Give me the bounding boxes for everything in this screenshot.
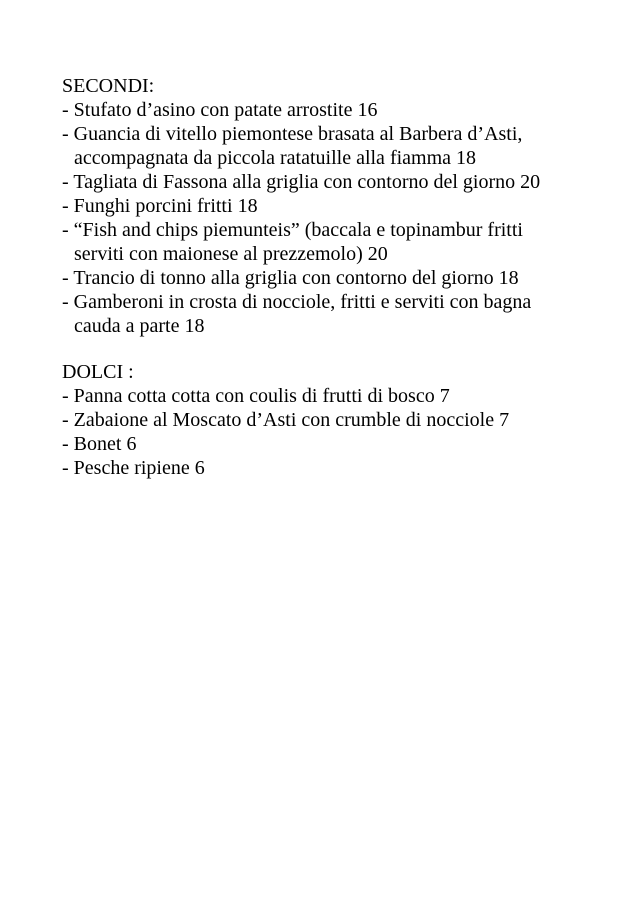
item-name: Stufato d’asino con patate arrostite: [73, 99, 353, 121]
item-price: 7: [439, 385, 450, 407]
item-name: Tagliata di Fassona alla griglia con contorno del giorno: [73, 171, 516, 193]
menu-item: [62, 432, 562, 456]
item-price: 20: [367, 243, 388, 265]
item-price: 16: [357, 99, 378, 121]
item-bullet: -: [62, 267, 74, 289]
item-name: Bonet: [73, 433, 122, 455]
menu-item: [62, 170, 562, 194]
menu-item: [62, 98, 562, 122]
item-price: 18: [456, 147, 477, 169]
item-bullet: -: [62, 195, 74, 217]
item-bullet: -: [62, 219, 74, 241]
item-bullet: -: [62, 409, 74, 431]
menu-section-secondi: [62, 74, 562, 338]
item-name: Pesche ripiene: [73, 457, 190, 479]
item-price: 7: [499, 409, 510, 431]
item-price: 18: [498, 267, 519, 289]
item-price: 20: [520, 171, 541, 193]
item-price: 18: [184, 315, 205, 337]
menu-item: [62, 194, 562, 218]
item-bullet: -: [62, 457, 74, 479]
item-name: Guancia di vitello piemontese brasata al Barbera d’Asti, accompagnata da piccola ratatuille alla fiamma: [73, 123, 523, 169]
item-bullet: -: [62, 433, 74, 455]
item-name: Panna cotta cotta con coulis di frutti di bosco: [73, 385, 435, 407]
menu-item: [62, 122, 562, 170]
section-title: DOLCI :: [62, 361, 134, 383]
menu-item: [62, 218, 562, 266]
item-price: 18: [237, 195, 258, 217]
item-name: Zabaione al Moscato d’Asti con crumble di nocciole: [73, 409, 495, 431]
item-name: Trancio di tonno alla griglia con contorno del giorno: [73, 267, 494, 289]
item-bullet: -: [62, 171, 74, 193]
item-name: Gamberoni in crosta di nocciole, fritti e serviti con bagna cauda a parte: [73, 291, 532, 337]
menu-page: [0, 0, 562, 480]
item-price: 6: [194, 457, 205, 479]
item-bullet: -: [62, 291, 74, 313]
item-name: Funghi porcini fritti: [73, 195, 233, 217]
item-bullet: -: [62, 385, 74, 407]
menu-item: [62, 456, 562, 480]
menu-item: [62, 408, 562, 432]
menu-item: [62, 384, 562, 408]
section-title: SECONDI:: [62, 75, 155, 97]
item-bullet: -: [62, 123, 74, 145]
item-price: 6: [126, 433, 137, 455]
menu-item: [62, 266, 562, 290]
item-name: “Fish and chips piemunteis” (baccala e topinambur fritti serviti con maionese al prezzemolo): [73, 219, 523, 265]
menu-section-dolci: [62, 360, 562, 480]
menu-item: [62, 290, 562, 338]
item-bullet: -: [62, 99, 74, 121]
